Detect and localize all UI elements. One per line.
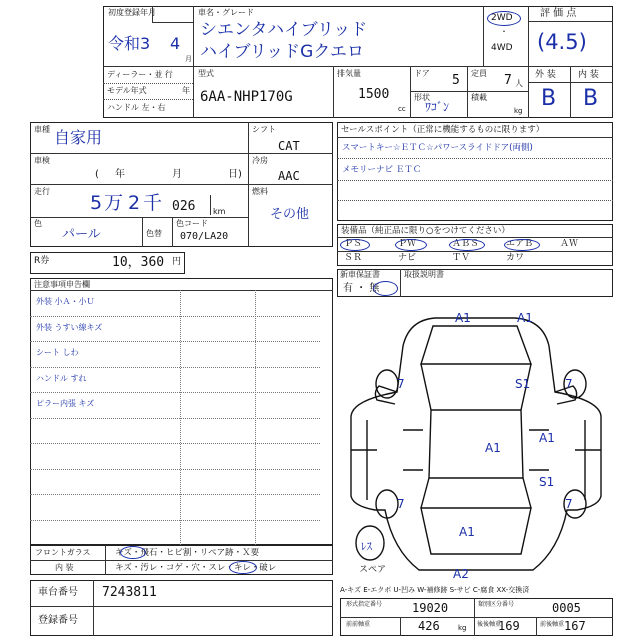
divider: [103, 99, 193, 100]
equipment-item: ＡＷ: [560, 239, 579, 249]
divider: [248, 153, 333, 154]
recycle-amount: 10，360: [112, 255, 165, 270]
recycle-label: R券: [34, 256, 50, 266]
shift-label: シフト: [252, 125, 276, 134]
inspection-year: 年: [115, 169, 125, 180]
damage-mark: 7: [565, 377, 573, 391]
divider: [30, 290, 333, 291]
damage-mark: S1: [515, 377, 531, 391]
divider: [340, 617, 613, 618]
equipment-item: ＡＢＳ: [452, 239, 480, 249]
divider: [467, 91, 468, 118]
reg-era: 令和3: [108, 34, 151, 53]
interior-row-text: キズ・汚レ・コゲ・穴・スレ・キレ・破レ: [115, 563, 277, 573]
divider: [333, 66, 334, 118]
divider: [152, 22, 193, 23]
divider: [30, 392, 320, 393]
divider: [528, 21, 613, 22]
divider: [400, 617, 401, 636]
exterior-grade: B: [541, 86, 557, 111]
divider: [142, 217, 143, 247]
car-diagram: [337, 300, 613, 590]
score-value: (4.5): [537, 30, 587, 54]
divider: [467, 66, 468, 91]
front-axle-label: 前前軸重: [346, 621, 371, 628]
km-unit: km: [213, 207, 226, 216]
mileage-man: 万: [104, 192, 124, 214]
divider: [193, 6, 194, 66]
color-label: 色: [34, 219, 42, 228]
divider: [30, 153, 248, 154]
windshield-label: フロントガラス: [35, 548, 91, 557]
model-year-unit: 年: [182, 86, 190, 95]
divider: [210, 195, 211, 215]
inspection-month: 月: [172, 169, 182, 180]
total-axle-value: 167: [564, 619, 586, 633]
shape-value: ﾜｺﾞﾝ: [425, 100, 450, 114]
equipment-item: エアＢ: [506, 239, 534, 249]
note-item: 外装 小Ａ・小Ｕ: [36, 297, 95, 306]
notes-box: [30, 278, 333, 545]
total-axle-label: 前後軸重: [540, 621, 565, 628]
divider: [30, 316, 320, 317]
fuel-value: その他: [270, 207, 310, 222]
damage-mark: 7: [565, 497, 573, 511]
equipment-circle: [504, 239, 540, 251]
interior-grade: B: [583, 86, 599, 111]
divider: [30, 560, 333, 561]
mileage-sen: 千: [143, 192, 163, 214]
equipment-item: ＰＷ: [398, 239, 417, 249]
sales-line-2: メモリーナビ ＥＴＣ: [342, 165, 422, 175]
windshield-text: キズ・飛石・ヒビ割・リペア跡・Ｘ要: [115, 548, 260, 558]
equipment-title: 装備品（純正品に限り○をつけてください）: [341, 226, 510, 236]
sales-title: セールスポイント（正常に機能するものに限ります）: [341, 125, 545, 135]
capacity-label: 定員: [471, 69, 487, 78]
divider: [528, 6, 529, 118]
equipment-item: ＴＶ: [452, 253, 471, 263]
class-number-label: 類別区分番号: [478, 601, 515, 608]
capacity-value: 7: [504, 73, 512, 88]
usage-value: 自家用: [54, 128, 103, 147]
mileage-c: 026: [172, 199, 196, 214]
divider: [30, 469, 320, 470]
reg-month: 4: [170, 34, 181, 53]
usage-label: 車種: [34, 125, 50, 134]
divider: [30, 418, 320, 419]
divider: [337, 158, 613, 159]
notes-title: 注意事項申告欄: [34, 280, 90, 289]
divider: [400, 269, 401, 297]
chassis-value: 7243811: [102, 585, 157, 600]
yen-unit: 円: [172, 257, 182, 267]
interior-label: 内 装: [578, 70, 599, 80]
divider: [30, 494, 320, 495]
car-name: シエンタハイブリッド: [200, 20, 368, 40]
warranty-options: 有 ・ 無: [343, 283, 380, 294]
warranty-title: 新車保証書: [340, 270, 380, 279]
damage-mark: A1: [485, 441, 501, 455]
drive-2wd: 2WD: [491, 13, 513, 23]
interior-row-label: 内 装: [55, 563, 74, 572]
divider: [30, 520, 320, 521]
divider: [337, 200, 613, 201]
damage-mark: A1: [539, 431, 555, 445]
divider: [474, 598, 475, 636]
equipment-item: ナビ: [398, 253, 417, 263]
car-grade: ハイブリッドGクエロ: [200, 42, 364, 62]
inspection-day: 日): [228, 169, 242, 180]
divider: [337, 237, 613, 238]
doors-value: 5: [452, 73, 460, 88]
manual-label: 取扱説明書: [404, 270, 444, 279]
divider: [30, 606, 333, 607]
shape-label: 形状: [414, 93, 430, 102]
registration-label: 登録番号: [38, 615, 78, 626]
cc-unit: cc: [398, 105, 406, 113]
divider: [337, 137, 613, 138]
rear-axle-label: 後後軸重: [477, 621, 502, 628]
divider: [337, 180, 613, 181]
mileage-b: 2: [128, 192, 141, 214]
shift-value: CAT: [278, 139, 300, 153]
damage-mark: A1: [459, 525, 475, 539]
handle-label: ハンドル 左・右: [107, 103, 166, 112]
displacement-value: 1500: [358, 87, 390, 102]
score-label: 評 価 点: [540, 8, 577, 19]
note-item: 外装 うすい線キズ: [36, 322, 103, 332]
load-label: 積載: [471, 93, 487, 102]
spare-label: スペア: [359, 565, 387, 575]
color-code-label: 色コード: [176, 219, 208, 228]
divider: [103, 66, 528, 67]
reg-label: 初度登録年月: [108, 8, 156, 17]
divider: [30, 341, 320, 342]
divider: [172, 217, 173, 247]
note-item: ハンドル すれ: [36, 373, 87, 383]
front-axle-value: 426: [418, 619, 440, 633]
front-axle-unit: kg: [458, 624, 467, 632]
divider: [483, 6, 484, 66]
inspection-open: (: [95, 169, 99, 180]
equipment-circle: [449, 239, 485, 251]
rear-axle-value: 169: [498, 619, 520, 633]
divider: [248, 184, 333, 185]
equipment-circle: [395, 239, 427, 251]
note-item: シート しわ: [36, 348, 79, 357]
displacement-label: 排気量: [337, 69, 361, 78]
damage-mark: 7: [397, 497, 405, 511]
door-label: ドア: [414, 69, 430, 78]
chassis-label: 車台番号: [38, 587, 78, 598]
divider: [152, 6, 153, 22]
warranty-circle: [373, 281, 398, 296]
damage-mark: A1: [455, 311, 471, 325]
dealer-label: ディーラー・並 行: [107, 70, 173, 79]
resu-mark: ﾚｽ: [361, 540, 372, 553]
type-number-label: 形式指定番号: [346, 601, 383, 608]
reg-month-unit: 月: [185, 55, 192, 63]
divider: [410, 91, 528, 92]
name-grade-label: 車名・グレード: [198, 8, 254, 17]
damage-mark: 7: [397, 377, 405, 391]
interior-circle: [229, 561, 257, 574]
divider: [337, 251, 613, 252]
equipment-item: ＰＳ: [344, 239, 363, 249]
mileage-label: 走行: [34, 187, 50, 196]
class-number-value: 0005: [552, 601, 581, 615]
damage-mark: A1: [517, 311, 533, 325]
divider: [193, 66, 194, 118]
damage-mark: A2: [453, 567, 469, 581]
divider: [30, 184, 248, 185]
divider: [93, 580, 94, 636]
ac-value: AAC: [278, 169, 300, 183]
divider: [30, 367, 320, 368]
type-label: 型式: [198, 69, 214, 78]
fuel-label: 燃料: [252, 187, 268, 196]
type-number-value: 19020: [412, 601, 449, 615]
divider: [410, 66, 411, 118]
note-item: ピラー内張 キズ: [36, 399, 95, 408]
model-year-label: モデル年式: [107, 86, 147, 95]
ac-label: 冷房: [252, 156, 268, 165]
exterior-label: 外 装: [535, 70, 556, 80]
damage-mark: S1: [539, 475, 555, 489]
divider: [30, 443, 320, 444]
equipment-item: カワ: [506, 253, 525, 263]
kg-unit: kg: [514, 107, 523, 115]
divider: [528, 82, 613, 83]
color-value: パール: [62, 227, 101, 242]
divider: [570, 66, 571, 118]
inspection-label: 車検: [34, 156, 50, 165]
sales-line-1: スマートキー☆ＥＴＣ☆パワースライドドア(両側): [342, 143, 533, 153]
divider: [536, 617, 537, 636]
equipment-circle: [340, 239, 370, 251]
color-change-label: 色替: [146, 229, 162, 238]
divider: [30, 217, 248, 218]
divider: [103, 83, 193, 84]
capacity-unit: 人: [515, 79, 523, 88]
damage-legend: A-キズ E-エクボ U-凹み W-補修跡 S-サビ C-腐食 XX-交換済: [340, 586, 530, 594]
equipment-item: ＳＲ: [344, 253, 363, 263]
color-code-value: 070/LA20: [180, 231, 229, 242]
drive-4wd: 4WD: [491, 43, 513, 53]
drive-dot: ・: [500, 27, 508, 36]
model-code: 6AA-NHP170G: [200, 89, 293, 105]
windshield-circle: [120, 546, 146, 559]
mileage-a: 5: [90, 192, 103, 214]
